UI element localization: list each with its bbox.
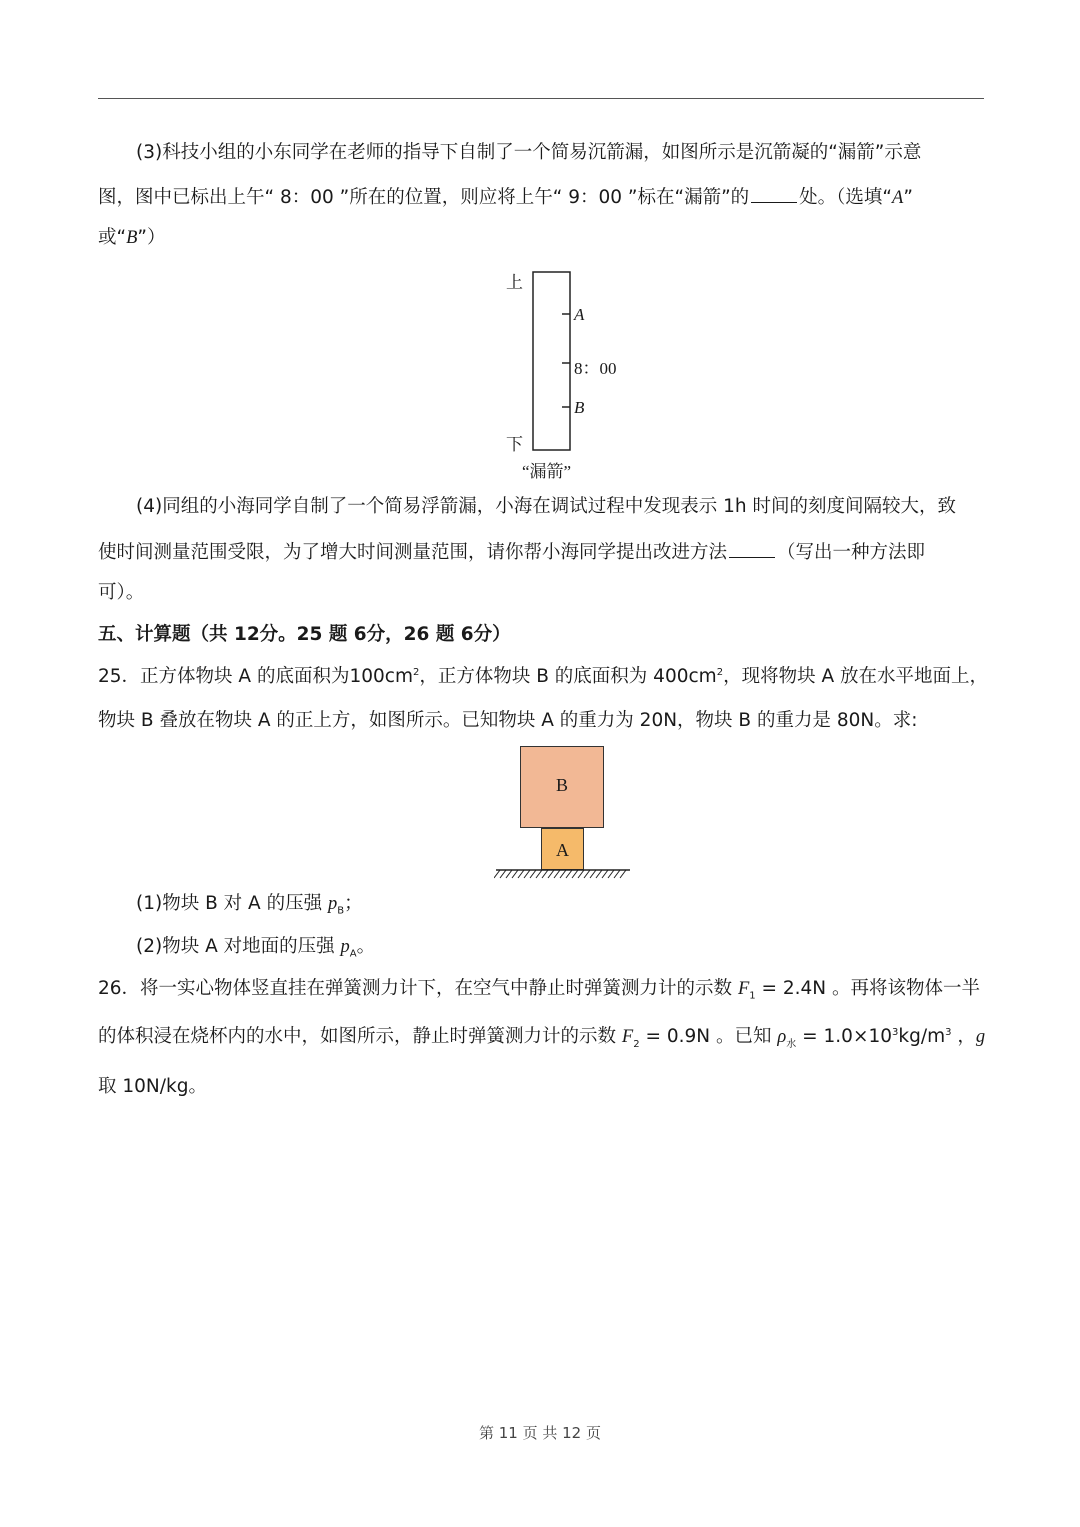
- q4-line1: (4)同组的小海同学自制了一个简易浮箭漏，小海在调试过程中发现表示 1h 时间的刻度间隔较大，致: [136, 496, 956, 517]
- q26-line1-text: 26．将一实心物体竖直挂在弹簧测力计下，在空气中静止时弹簧测力计的示数: [98, 978, 738, 999]
- q4-line2: [98, 541, 925, 563]
- pressure-sub-2: A: [349, 948, 357, 960]
- q25-line2: 物块 B 叠放在物块 A 的正上方，如图所示。已知物块 A 的重力为 20N，物块 B 的重力是 80N。求:: [98, 710, 918, 731]
- answer-blank-2[interactable]: [729, 541, 775, 558]
- mark-b: B: [574, 398, 585, 417]
- q25-line1-b: ，正方体物块 B 的底面积为 400cm: [419, 666, 717, 688]
- q26-line2-text: 的体积浸在烧杯内的水中，如图所示，静止时弹簧测力计的示数: [98, 1026, 622, 1048]
- q3-line3-post: ”）: [137, 227, 166, 248]
- gravity-symbol: g: [975, 1027, 986, 1048]
- q26-line2: [98, 1028, 985, 1050]
- force-value-1: = 2.4N: [755, 978, 827, 999]
- q4-line2-text: 使时间测量范围受限，为了增大时间测量范围，请你帮小海同学提出改进方法: [98, 542, 728, 563]
- figure-caption: “漏箭”: [522, 462, 572, 481]
- q26-line1: [98, 980, 980, 1002]
- section-title: 五、计算题（共 12分。25 题 6分，26 题 6分）: [98, 624, 511, 645]
- q3-line3: [98, 229, 166, 248]
- mark-a: A: [574, 305, 585, 324]
- label-bottom: 下: [506, 435, 523, 454]
- q3-line2-end: ”: [903, 187, 913, 208]
- q3-line2-post: 处。（选填“: [799, 187, 892, 208]
- density-value: = 1.0×10: [796, 1026, 892, 1048]
- sup-2b: 2: [716, 667, 724, 678]
- option-b: B: [126, 228, 138, 248]
- q26-comma: ，: [951, 1026, 976, 1048]
- q25-line1-a: 25．正方体物块 A 的底面积为100cm: [98, 666, 413, 688]
- q26-line1-post: 。再将该物体一半: [826, 978, 981, 999]
- q25-sub2-post: 。: [356, 936, 376, 957]
- q4-line2-post: （写出一种方法即: [777, 542, 926, 563]
- force-symbol-2: F: [621, 1027, 634, 1048]
- q25-line1: [98, 668, 988, 687]
- density-unit-exp: 3: [945, 1027, 952, 1038]
- density-sub: 水: [786, 1038, 797, 1050]
- pressure-symbol-2: p: [340, 937, 350, 957]
- pressure-sub: B: [337, 905, 345, 917]
- q25-sub1-text: (1)物块 B 对 A 的压强: [136, 893, 328, 914]
- q25-sub1: [136, 895, 363, 917]
- q3-line2: [98, 186, 913, 208]
- density-exp: 3: [892, 1027, 899, 1038]
- q26-line3: 取 10N/kg。: [98, 1076, 207, 1097]
- force-sub-2: 2: [633, 1038, 640, 1050]
- q3-line3-pre: 或“: [98, 227, 127, 248]
- q25-sub2-text: (2)物块 A 对地面的压强: [136, 936, 341, 957]
- q3-line1: (3)科技小组的小东同学在老师的指导下自制了一个简易沉箭漏，如图所示是沉箭凝的“漏箭”示意: [136, 142, 922, 163]
- block-a-label: A: [556, 840, 569, 860]
- density-symbol: ρ: [777, 1027, 787, 1048]
- q3-line2-text: 图，图中已标出上午“ 8：00 ”所在的位置，则应将上午“ 9：00 ”标在“漏箭”的: [98, 187, 750, 208]
- mark-time: 8：00: [574, 359, 617, 378]
- force-sub-1: 1: [749, 990, 756, 1002]
- pressure-symbol: p: [327, 894, 338, 914]
- arrow-rod: [533, 272, 570, 450]
- density-unit: kg/m: [898, 1026, 946, 1048]
- option-a: A: [892, 188, 904, 208]
- header-rule: [98, 98, 984, 99]
- label-top: 上: [506, 273, 523, 292]
- q25-sub1-post: ；: [344, 893, 363, 914]
- ground: [494, 868, 632, 880]
- page-footer: 第 11 页 共 12 页: [478, 1424, 601, 1442]
- q26-line2-mid: 。已知: [710, 1026, 778, 1048]
- force-symbol: F: [737, 979, 750, 999]
- q25-sub2: [136, 938, 375, 960]
- sup-2a: 2: [412, 667, 420, 678]
- answer-blank[interactable]: [751, 186, 797, 203]
- block-b-label: B: [555, 775, 568, 795]
- q4-line3: 可）。: [98, 582, 145, 603]
- force-value-2: = 0.9N: [639, 1026, 711, 1048]
- q25-line1-c: ，现将物块 A 放在水平地面上，: [723, 666, 988, 688]
